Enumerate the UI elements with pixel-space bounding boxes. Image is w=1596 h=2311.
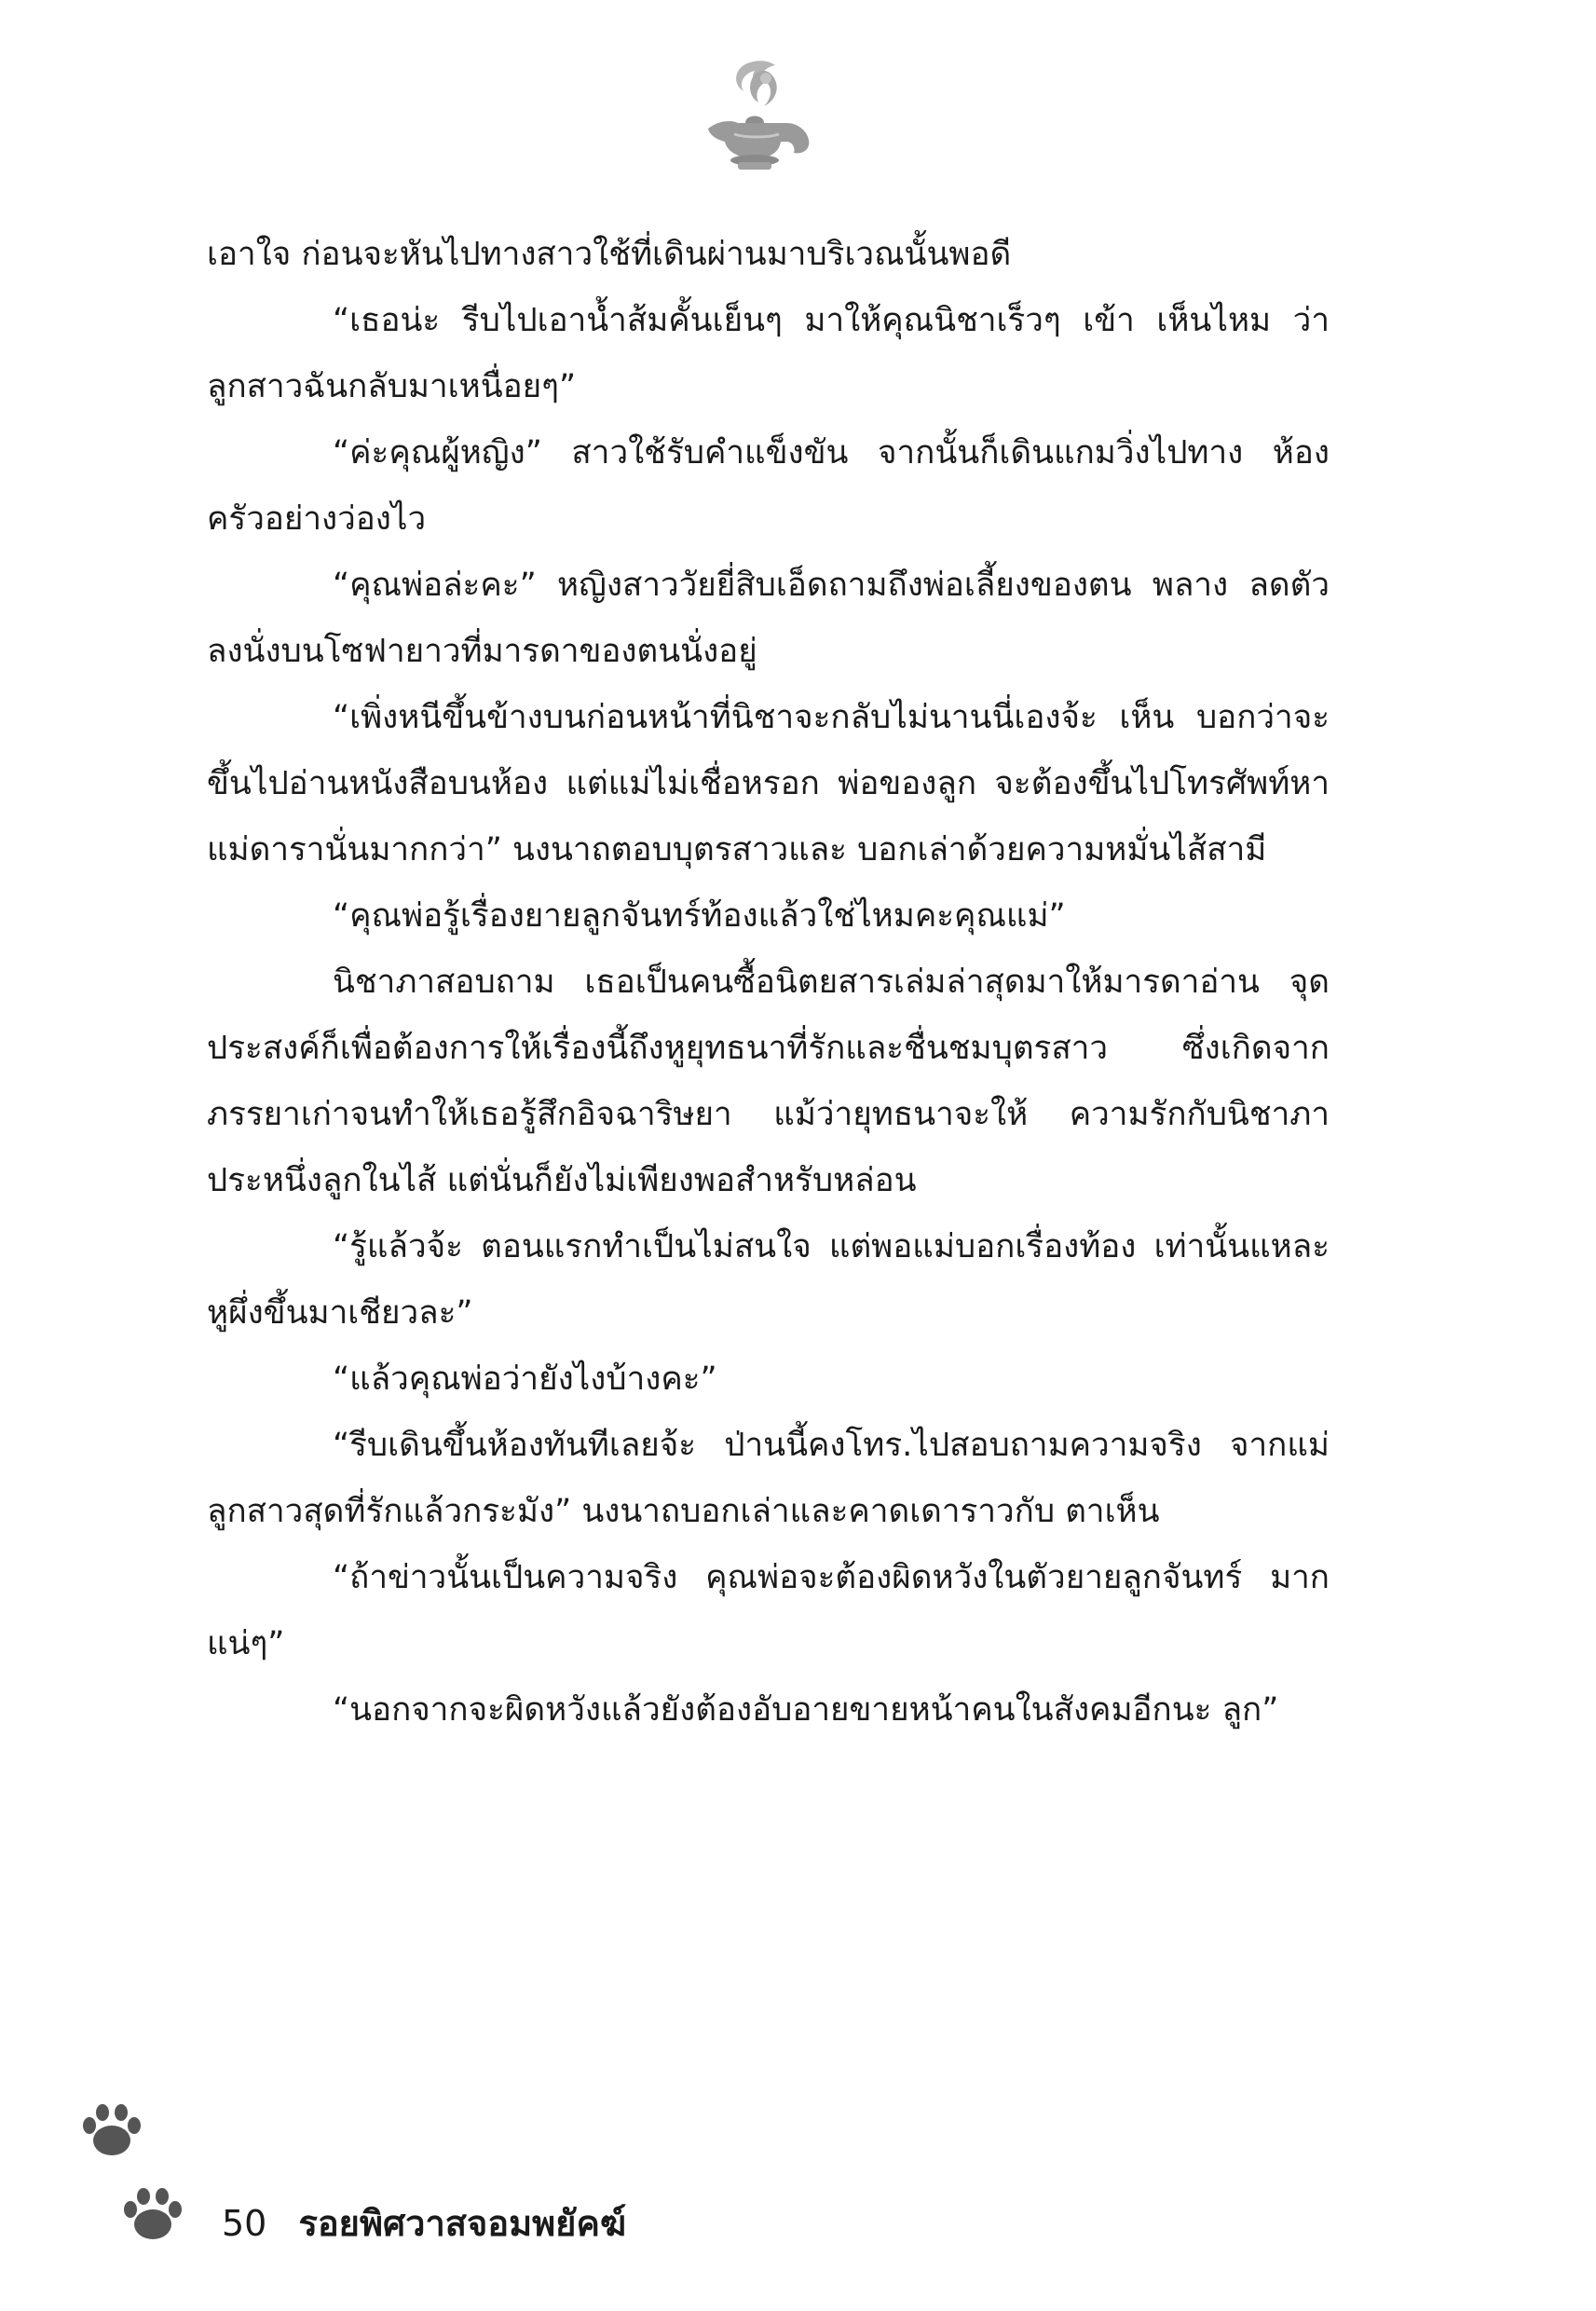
- page-footer: [222, 2195, 626, 2251]
- paragraph-4: “คุณพ่อล่ะคะ” หญิงสาววัยยี่สิบเอ็ดถามถึงพ่อเลี้ยงของตน พลาง ลดตัวลงนั่งบนโซฟายาวที่มารดาของตนนั่งอยู่: [207, 567, 1330, 670]
- paragraph-1: เอาใจ ก่อนจะหันไปทางสาวใช้ที่เดินผ่านมาบริเวณนั้นพอดี: [207, 236, 1012, 273]
- paragraph-2: “เธอน่ะ รีบไปเอาน้ำส้มคั้นเย็นๆ มาให้คุณนิชาเร็วๆ เข้า เห็นไหม ว่าลูกสาวฉันกลับมาเหนื่อยๆ”: [207, 302, 1330, 405]
- paragraph-9: “แล้วคุณพ่อว่ายังไงบ้างคะ”: [333, 1361, 717, 1398]
- paw-prints-icon: [75, 2101, 196, 2255]
- paragraph-8: “รู้แล้วจ้ะ ตอนแรกทำเป็นไม่สนใจ แต่พอแม่บอกเรื่องท้อง เท่านั้นแหละ หูผึ่งขึ้นมาเชียวละ”: [207, 1228, 1330, 1332]
- body-text: [207, 222, 1330, 1744]
- paragraph-3: “ค่ะคุณผู้หญิง” สาวใช้รับคำแข็งขัน จากนั้นก็เดินแกมวิ่งไปทาง ห้องครัวอย่างว่องไว: [207, 434, 1330, 538]
- paragraph-11: “ถ้าข่าวนั้นเป็นความจริง คุณพ่อจะต้องผิดหวังในตัวยายลูกจันทร์ มากแน่ๆ”: [207, 1559, 1330, 1662]
- paragraph-7: นิชาภาสอบถาม เธอเป็นคนซื้อนิตยสารเล่มล่าสุดมาให้มารดาอ่าน จุดประสงค์ก็เพื่อต้องการให้เรื่องนี้ถึงหูยุทธนาที่รักและชื่นชมบุตรสาว ซึ่งเกิดจากภรรยาเก่าจนทำให้เธอรู้สึกอิจฉาริษยา แม้ว่ายุทธนาจะให้ ความรักกับนิชาภาประหนึ่งลูกในไส้ แต่นั่นก็ยังไม่เพียงพอสำหรับหล่อน: [207, 964, 1330, 1199]
- paragraph-12: “นอกจากจะผิดหวังแล้วยังต้องอับอายขายหน้าคนในสังคมอีกนะ ลูก”: [333, 1691, 1279, 1729]
- book-title: รอยพิศวาสจอมพยัคฆ์: [298, 2203, 627, 2244]
- paragraph-6: “คุณพ่อรู้เรื่องยายลูกจันทร์ท้องแล้วใช่ไหมคะคุณแม่”: [333, 897, 1066, 935]
- genie-lamp-icon: [689, 56, 820, 177]
- page-number: 50: [222, 2203, 267, 2244]
- paragraph-5: “เพิ่งหนีขึ้นข้างบนก่อนหน้าที่นิชาจะกลับไม่นานนี่เองจ้ะ เห็น บอกว่าจะขึ้นไปอ่านหนังสือบนห้อง แต่แม่ไม่เชื่อหรอก พ่อของลูก จะต้องขึ้นไปโทรศัพท์หาแม่ดารานั่นมากกว่า” นงนาถตอบบุตรสาวและ บอกเล่าด้วยความหมั่นไส้สามี: [207, 699, 1330, 868]
- paragraph-10: “รีบเดินขึ้นห้องทันทีเลยจ้ะ ป่านนี้คงโทร.ไปสอบถามความจริง จากแม่ลูกสาวสุดที่รักแล้วกระมัง” นงนาถบอกเล่าและคาดเดาราวกับ ตาเห็น: [207, 1427, 1330, 1530]
